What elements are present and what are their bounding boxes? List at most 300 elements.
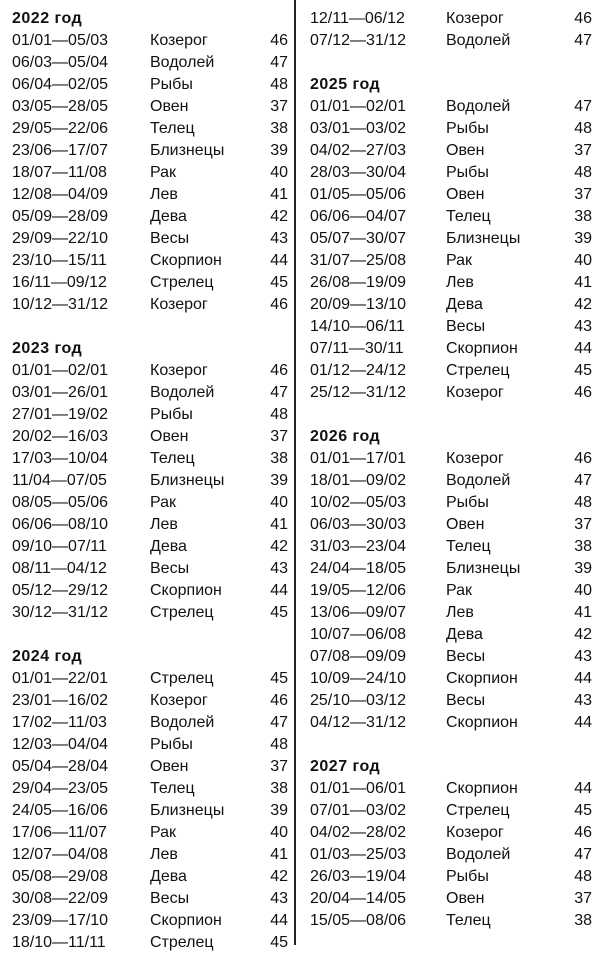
table-row bbox=[310, 712, 594, 734]
table-row bbox=[12, 118, 290, 140]
zodiac-sign: Скорпион bbox=[150, 582, 222, 599]
sign-number: 47 bbox=[270, 714, 288, 731]
zodiac-sign: Дева bbox=[150, 208, 187, 225]
sign-number: 39 bbox=[270, 142, 288, 159]
date-range: 07/08—09/09 bbox=[310, 648, 407, 665]
sign-number: 46 bbox=[270, 296, 288, 313]
table-row bbox=[310, 844, 594, 866]
table-row bbox=[12, 250, 290, 272]
date-range: 05/08—29/08 bbox=[12, 868, 109, 885]
table-row bbox=[310, 360, 594, 382]
date-range: 07/11—30/11 bbox=[310, 340, 404, 357]
zodiac-sign: Рыбы bbox=[446, 868, 489, 885]
sign-number: 45 bbox=[270, 274, 288, 291]
sign-number: 44 bbox=[574, 340, 592, 357]
date-range: 29/04—23/05 bbox=[12, 780, 109, 797]
table-row bbox=[12, 228, 290, 250]
sign-number: 48 bbox=[270, 76, 288, 93]
sign-number: 48 bbox=[574, 494, 592, 511]
zodiac-sign: Лев bbox=[150, 516, 178, 533]
date-range: 14/10—06/11 bbox=[310, 318, 405, 335]
column-divider bbox=[294, 0, 296, 945]
sign-number: 47 bbox=[574, 98, 592, 115]
sign-number: 39 bbox=[574, 560, 592, 577]
date-range: 31/03—23/04 bbox=[310, 538, 407, 555]
table-row bbox=[310, 580, 594, 602]
zodiac-sign: Телец bbox=[446, 538, 491, 555]
zodiac-sign: Скорпион bbox=[150, 252, 222, 269]
zodiac-sign: Овен bbox=[446, 186, 485, 203]
zodiac-sign: Близнецы bbox=[446, 560, 521, 577]
date-range: 17/03—10/04 bbox=[12, 450, 109, 467]
zodiac-sign: Лев bbox=[446, 604, 474, 621]
sign-number: 44 bbox=[574, 780, 592, 797]
zodiac-sign: Рыбы bbox=[150, 406, 193, 423]
date-range: 16/11—09/12 bbox=[12, 274, 107, 291]
table-row bbox=[12, 602, 290, 624]
year-heading: 2024 год bbox=[12, 648, 83, 665]
table-row bbox=[310, 800, 594, 822]
table-row bbox=[310, 140, 594, 162]
date-range: 05/04—28/04 bbox=[12, 758, 109, 775]
table-row bbox=[310, 228, 594, 250]
sign-number: 45 bbox=[574, 362, 592, 379]
sign-number: 47 bbox=[574, 32, 592, 49]
zodiac-sign: Водолей bbox=[446, 32, 511, 49]
sign-number: 46 bbox=[574, 384, 592, 401]
table-row bbox=[12, 778, 290, 800]
sign-number: 48 bbox=[270, 736, 288, 753]
table-row bbox=[310, 8, 594, 30]
table-row bbox=[310, 272, 594, 294]
table-row bbox=[310, 866, 594, 888]
sign-number: 40 bbox=[270, 494, 288, 511]
table-row bbox=[12, 448, 290, 470]
zodiac-sign: Козерог bbox=[446, 450, 504, 467]
zodiac-sign: Весы bbox=[446, 318, 486, 335]
table-row bbox=[12, 866, 290, 888]
date-range: 01/12—24/12 bbox=[310, 362, 407, 379]
date-range: 04/02—28/02 bbox=[310, 824, 407, 841]
table-row bbox=[12, 888, 290, 910]
table-row bbox=[310, 96, 594, 118]
date-range: 07/01—03/02 bbox=[310, 802, 407, 819]
zodiac-sign: Рак bbox=[150, 164, 177, 181]
zodiac-sign: Стрелец bbox=[446, 362, 510, 379]
zodiac-sign: Рыбы bbox=[150, 736, 193, 753]
table-row bbox=[310, 162, 594, 184]
zodiac-sign: Рыбы bbox=[446, 164, 489, 181]
zodiac-sign: Дева bbox=[446, 296, 483, 313]
date-range: 23/06—17/07 bbox=[12, 142, 109, 159]
table-row bbox=[310, 316, 594, 338]
date-range: 24/05—16/06 bbox=[12, 802, 109, 819]
date-range: 08/05—05/06 bbox=[12, 494, 109, 511]
zodiac-sign: Овен bbox=[150, 428, 189, 445]
zodiac-sign: Скорпион bbox=[150, 912, 222, 929]
zodiac-sign: Весы bbox=[150, 230, 190, 247]
zodiac-sign: Лев bbox=[446, 274, 474, 291]
zodiac-sign: Лев bbox=[150, 846, 178, 863]
sign-number: 38 bbox=[270, 450, 288, 467]
table-row bbox=[12, 712, 290, 734]
sign-number: 42 bbox=[270, 538, 288, 555]
sign-number: 37 bbox=[574, 186, 592, 203]
sign-number: 41 bbox=[270, 186, 288, 203]
date-range: 01/01—06/01 bbox=[310, 780, 407, 797]
sign-number: 43 bbox=[574, 692, 592, 709]
date-range: 18/07—11/08 bbox=[12, 164, 107, 181]
date-range: 06/03—05/04 bbox=[12, 54, 109, 71]
section-spacer bbox=[310, 734, 594, 756]
date-range: 20/04—14/05 bbox=[310, 890, 407, 907]
table-row bbox=[12, 272, 290, 294]
table-row bbox=[310, 536, 594, 558]
zodiac-sign: Рыбы bbox=[446, 120, 489, 137]
sign-number: 42 bbox=[270, 208, 288, 225]
section-spacer bbox=[310, 404, 594, 426]
date-range: 23/01—16/02 bbox=[12, 692, 109, 709]
sign-number: 44 bbox=[574, 670, 592, 687]
date-range: 24/04—18/05 bbox=[310, 560, 407, 577]
zodiac-sign: Рыбы bbox=[446, 494, 489, 511]
zodiac-sign: Рак bbox=[150, 824, 177, 841]
table-row bbox=[310, 118, 594, 140]
zodiac-sign: Скорпион bbox=[446, 714, 518, 731]
date-range: 01/01—02/01 bbox=[310, 98, 407, 115]
table-row bbox=[12, 536, 290, 558]
sign-number: 37 bbox=[574, 516, 592, 533]
year-heading: 2023 год bbox=[12, 340, 83, 357]
date-range: 04/02—27/03 bbox=[310, 142, 407, 159]
sign-number: 39 bbox=[574, 230, 592, 247]
sign-number: 46 bbox=[270, 32, 288, 49]
date-range: 01/03—25/03 bbox=[310, 846, 407, 863]
zodiac-sign: Овен bbox=[446, 516, 485, 533]
sign-number: 40 bbox=[270, 824, 288, 841]
sign-number: 38 bbox=[270, 780, 288, 797]
sign-number: 44 bbox=[270, 252, 288, 269]
date-range: 30/08—22/09 bbox=[12, 890, 109, 907]
date-range: 23/09—17/10 bbox=[12, 912, 109, 929]
table-row bbox=[12, 184, 290, 206]
date-range: 01/05—05/06 bbox=[310, 186, 407, 203]
sign-number: 41 bbox=[574, 274, 592, 291]
sign-number: 37 bbox=[574, 142, 592, 159]
table-row bbox=[310, 250, 594, 272]
table-row bbox=[12, 404, 290, 426]
sign-number: 37 bbox=[270, 758, 288, 775]
sign-number: 48 bbox=[574, 164, 592, 181]
zodiac-sign: Стрелец bbox=[150, 604, 214, 621]
zodiac-sign: Водолей bbox=[446, 472, 511, 489]
zodiac-sign: Стрелец bbox=[150, 934, 214, 951]
date-range: 05/07—30/07 bbox=[310, 230, 407, 247]
date-range: 20/09—13/10 bbox=[310, 296, 407, 313]
table-row bbox=[310, 558, 594, 580]
zodiac-sign: Овен bbox=[446, 142, 485, 159]
sign-number: 48 bbox=[574, 120, 592, 137]
table-row bbox=[310, 514, 594, 536]
date-range: 09/10—07/11 bbox=[12, 538, 107, 555]
table-row bbox=[310, 602, 594, 624]
sign-number: 46 bbox=[574, 450, 592, 467]
zodiac-sign: Весы bbox=[150, 560, 190, 577]
table-row bbox=[310, 492, 594, 514]
sign-number: 38 bbox=[574, 208, 592, 225]
sign-number: 45 bbox=[574, 802, 592, 819]
zodiac-sign: Скорпион bbox=[446, 780, 518, 797]
zodiac-sign: Близнецы bbox=[150, 142, 225, 159]
sign-number: 39 bbox=[270, 472, 288, 489]
zodiac-sign: Рак bbox=[446, 252, 473, 269]
zodiac-sign: Рыбы bbox=[150, 76, 193, 93]
date-range: 10/07—06/08 bbox=[310, 626, 407, 643]
date-range: 23/10—15/11 bbox=[12, 252, 107, 269]
sign-number: 37 bbox=[270, 98, 288, 115]
sign-number: 47 bbox=[270, 54, 288, 71]
sign-number: 37 bbox=[574, 890, 592, 907]
table-row bbox=[12, 800, 290, 822]
date-range: 01/01—22/01 bbox=[12, 670, 109, 687]
table-row bbox=[310, 206, 594, 228]
table-row bbox=[310, 910, 594, 932]
table-row bbox=[310, 778, 594, 800]
table-row bbox=[12, 580, 290, 602]
year-heading: 2022 год bbox=[12, 10, 83, 27]
table-row bbox=[12, 294, 290, 316]
date-range: 30/12—31/12 bbox=[12, 604, 109, 621]
table-row bbox=[12, 74, 290, 96]
zodiac-sign: Телец bbox=[150, 450, 195, 467]
sign-number: 38 bbox=[574, 538, 592, 555]
table-row bbox=[310, 184, 594, 206]
zodiac-sign: Овен bbox=[150, 98, 189, 115]
table-row bbox=[310, 448, 594, 470]
table-row bbox=[12, 558, 290, 580]
table-row bbox=[12, 426, 290, 448]
year-heading: 2025 год bbox=[310, 76, 381, 93]
date-range: 03/01—26/01 bbox=[12, 384, 109, 401]
zodiac-sign: Скорпион bbox=[446, 340, 518, 357]
right-column bbox=[310, 0, 594, 932]
sign-number: 44 bbox=[270, 912, 288, 929]
sign-number: 47 bbox=[574, 846, 592, 863]
date-range: 04/12—31/12 bbox=[310, 714, 407, 731]
date-range: 25/10—03/12 bbox=[310, 692, 407, 709]
sign-number: 37 bbox=[270, 428, 288, 445]
zodiac-sign: Дева bbox=[150, 538, 187, 555]
table-row bbox=[12, 844, 290, 866]
date-range: 06/06—04/07 bbox=[310, 208, 407, 225]
table-row bbox=[12, 30, 290, 52]
date-range: 01/01—05/03 bbox=[12, 32, 109, 49]
table-row bbox=[310, 822, 594, 844]
date-range: 29/05—22/06 bbox=[12, 120, 109, 137]
sign-number: 42 bbox=[270, 868, 288, 885]
zodiac-sign: Дева bbox=[446, 626, 483, 643]
sign-number: 43 bbox=[270, 560, 288, 577]
zodiac-sign: Телец bbox=[446, 912, 491, 929]
table-row bbox=[12, 514, 290, 536]
date-range: 12/07—04/08 bbox=[12, 846, 109, 863]
zodiac-sign: Козерог bbox=[150, 296, 208, 313]
date-range: 25/12—31/12 bbox=[310, 384, 407, 401]
date-range: 08/11—04/12 bbox=[12, 560, 107, 577]
table-row bbox=[310, 294, 594, 316]
section-spacer bbox=[12, 624, 290, 646]
zodiac-sign: Водолей bbox=[150, 714, 215, 731]
left-column bbox=[12, 0, 290, 954]
section-spacer bbox=[12, 316, 290, 338]
date-range: 06/04—02/05 bbox=[12, 76, 109, 93]
zodiac-sign: Водолей bbox=[446, 98, 511, 115]
sign-number: 45 bbox=[270, 934, 288, 951]
sign-number: 47 bbox=[270, 384, 288, 401]
date-range: 12/08—04/09 bbox=[12, 186, 109, 203]
date-range: 01/01—02/01 bbox=[12, 362, 109, 379]
date-range: 17/06—11/07 bbox=[12, 824, 107, 841]
date-range: 06/06—08/10 bbox=[12, 516, 109, 533]
date-range: 03/05—28/05 bbox=[12, 98, 109, 115]
table-row bbox=[310, 624, 594, 646]
table-row bbox=[12, 492, 290, 514]
table-row bbox=[310, 888, 594, 910]
year-heading: 2027 год bbox=[310, 758, 381, 775]
zodiac-sign: Водолей bbox=[150, 54, 215, 71]
table-row bbox=[12, 822, 290, 844]
table-row bbox=[310, 338, 594, 360]
zodiac-sign: Козерог bbox=[150, 32, 208, 49]
section-spacer bbox=[310, 52, 594, 74]
zodiac-sign: Близнецы bbox=[150, 802, 225, 819]
sign-number: 40 bbox=[574, 582, 592, 599]
zodiac-sign: Лев bbox=[150, 186, 178, 203]
zodiac-sign: Козерог bbox=[446, 384, 504, 401]
table-row bbox=[12, 910, 290, 932]
zodiac-sign: Дева bbox=[150, 868, 187, 885]
date-range: 10/09—24/10 bbox=[310, 670, 407, 687]
table-row bbox=[310, 470, 594, 492]
zodiac-sign: Весы bbox=[150, 890, 190, 907]
table-row bbox=[12, 382, 290, 404]
date-range: 11/04—07/05 bbox=[12, 472, 107, 489]
date-range: 10/12—31/12 bbox=[12, 296, 109, 313]
date-range: 26/03—19/04 bbox=[310, 868, 407, 885]
date-range: 12/11—06/12 bbox=[310, 10, 405, 27]
date-range: 20/02—16/03 bbox=[12, 428, 109, 445]
zodiac-sign: Козерог bbox=[446, 10, 504, 27]
table-row bbox=[12, 756, 290, 778]
date-range: 17/02—11/03 bbox=[12, 714, 107, 731]
date-range: 18/10—11/11 bbox=[12, 934, 106, 951]
sign-number: 41 bbox=[574, 604, 592, 621]
table-row bbox=[12, 206, 290, 228]
date-range: 27/01—19/02 bbox=[12, 406, 109, 423]
zodiac-sign: Козерог bbox=[150, 362, 208, 379]
zodiac-sign: Овен bbox=[150, 758, 189, 775]
zodiac-sign: Весы bbox=[446, 692, 486, 709]
sign-number: 39 bbox=[270, 802, 288, 819]
table-row bbox=[310, 690, 594, 712]
sign-number: 46 bbox=[270, 692, 288, 709]
date-range: 07/12—31/12 bbox=[310, 32, 407, 49]
sign-number: 43 bbox=[270, 230, 288, 247]
sign-number: 44 bbox=[574, 714, 592, 731]
sign-number: 46 bbox=[270, 362, 288, 379]
sign-number: 48 bbox=[574, 868, 592, 885]
sign-number: 44 bbox=[270, 582, 288, 599]
sign-number: 40 bbox=[270, 164, 288, 181]
table-row bbox=[12, 360, 290, 382]
year-heading: 2026 год bbox=[310, 428, 381, 445]
table-row bbox=[12, 52, 290, 74]
zodiac-sign: Стрелец bbox=[150, 274, 214, 291]
date-range: 12/03—04/04 bbox=[12, 736, 109, 753]
table-row bbox=[310, 382, 594, 404]
sign-number: 45 bbox=[270, 604, 288, 621]
date-range: 13/06—09/07 bbox=[310, 604, 407, 621]
table-row bbox=[12, 690, 290, 712]
zodiac-sign: Рак bbox=[446, 582, 473, 599]
sign-number: 42 bbox=[574, 296, 592, 313]
zodiac-sign: Стрелец bbox=[150, 670, 214, 687]
zodiac-sign: Телец bbox=[446, 208, 491, 225]
sign-number: 43 bbox=[574, 648, 592, 665]
zodiac-sign: Близнецы bbox=[446, 230, 521, 247]
date-range: 31/07—25/08 bbox=[310, 252, 407, 269]
date-range: 05/12—29/12 bbox=[12, 582, 109, 599]
zodiac-sign: Овен bbox=[446, 890, 485, 907]
zodiac-sign: Стрелец bbox=[446, 802, 510, 819]
sign-number: 46 bbox=[574, 824, 592, 841]
sign-number: 42 bbox=[574, 626, 592, 643]
zodiac-sign: Водолей bbox=[446, 846, 511, 863]
sign-number: 46 bbox=[574, 10, 592, 27]
date-range: 26/08—19/09 bbox=[310, 274, 407, 291]
zodiac-sign: Козерог bbox=[150, 692, 208, 709]
table-row bbox=[12, 96, 290, 118]
table-row bbox=[12, 668, 290, 690]
sign-number: 40 bbox=[574, 252, 592, 269]
date-range: 18/01—09/02 bbox=[310, 472, 407, 489]
sign-number: 45 bbox=[270, 670, 288, 687]
date-range: 03/01—03/02 bbox=[310, 120, 407, 137]
date-range: 10/02—05/03 bbox=[310, 494, 407, 511]
table-row bbox=[12, 734, 290, 756]
date-range: 28/03—30/04 bbox=[310, 164, 407, 181]
sign-number: 43 bbox=[270, 890, 288, 907]
date-range: 06/03—30/03 bbox=[310, 516, 407, 533]
sign-number: 41 bbox=[270, 516, 288, 533]
zodiac-sign: Телец bbox=[150, 120, 195, 137]
table-row bbox=[12, 162, 290, 184]
zodiac-sign: Козерог bbox=[446, 824, 504, 841]
sign-number: 47 bbox=[574, 472, 592, 489]
sign-number: 43 bbox=[574, 318, 592, 335]
sign-number: 38 bbox=[574, 912, 592, 929]
date-range: 01/01—17/01 bbox=[310, 450, 407, 467]
table-row bbox=[12, 140, 290, 162]
table-row bbox=[12, 470, 290, 492]
zodiac-sign: Телец bbox=[150, 780, 195, 797]
zodiac-sign: Весы bbox=[446, 648, 486, 665]
zodiac-sign: Водолей bbox=[150, 384, 215, 401]
date-range: 05/09—28/09 bbox=[12, 208, 109, 225]
zodiac-sign: Скорпион bbox=[446, 670, 518, 687]
date-range: 19/05—12/06 bbox=[310, 582, 407, 599]
sign-number: 41 bbox=[270, 846, 288, 863]
